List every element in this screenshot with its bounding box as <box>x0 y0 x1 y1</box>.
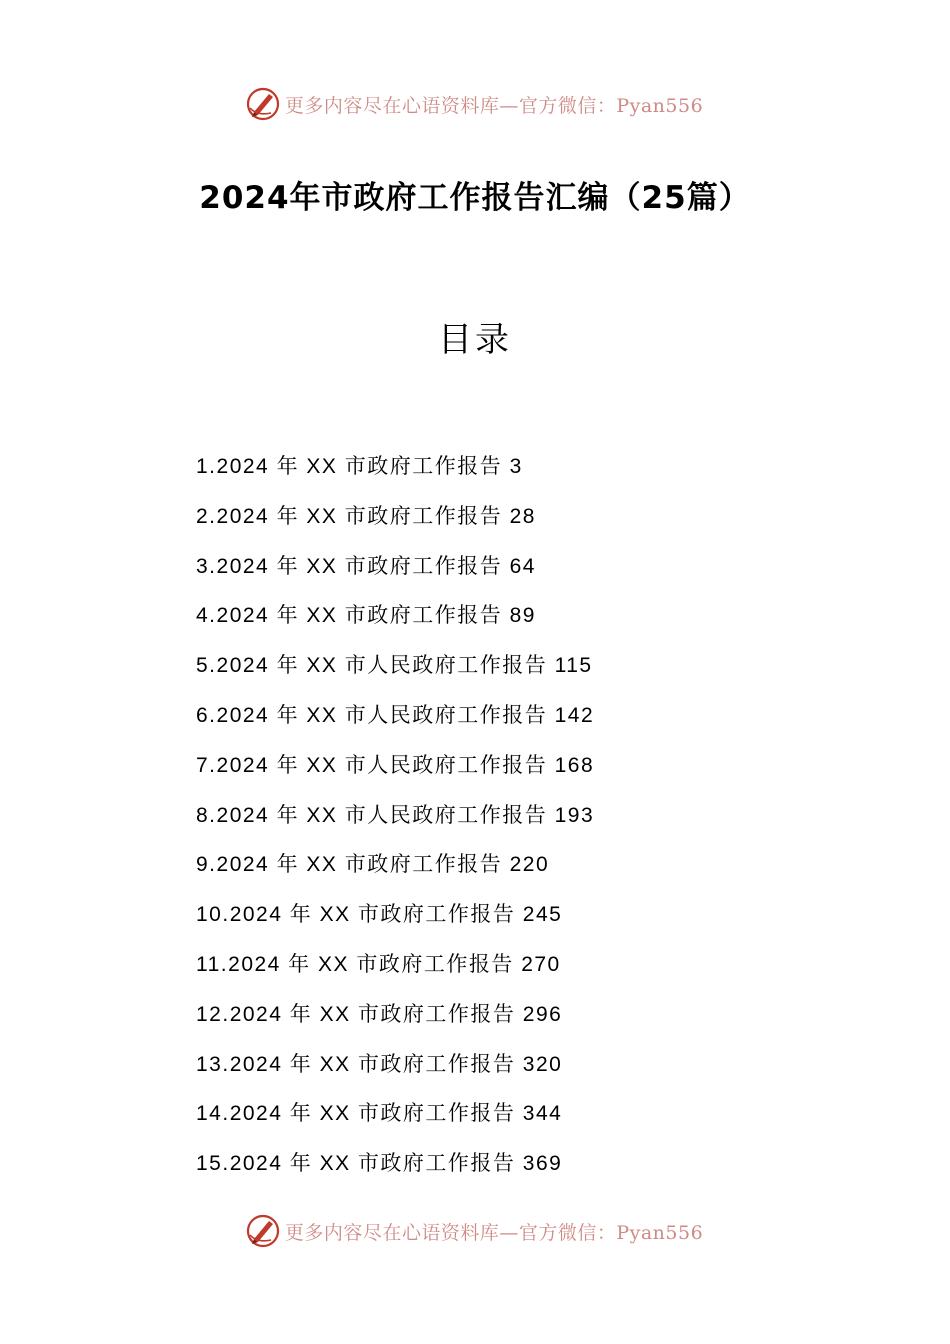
toc-item-14[interactable]: 14.2024 年 XX 市政府工作报告 344 <box>196 1102 563 1126</box>
toc-item-3[interactable]: 3.2024 年 XX 市政府工作报告 64 <box>196 554 536 578</box>
toc-item-11[interactable]: 11.2024 年 XX 市政府工作报告 270 <box>196 952 561 976</box>
toc-item-5[interactable]: 5.2024 年 XX 市人民政府工作报告 115 <box>196 654 593 678</box>
toc-item-13[interactable]: 13.2024 年 XX 市政府工作报告 320 <box>196 1052 563 1076</box>
watermark-content <box>245 86 703 122</box>
document-title: 2024年市政府工作报告汇编（25篇） <box>199 180 751 216</box>
toc-item-15[interactable]: 15.2024 年 XX 市政府工作报告 369 <box>196 1152 563 1176</box>
toc-item-6[interactable]: 6.2024 年 XX 市人民政府工作报告 142 <box>196 703 595 727</box>
toc-item-1[interactable]: 1.2024 年 XX 市政府工作报告 3 <box>196 455 523 478</box>
toc-item-12[interactable]: 12.2024 年 XX 市政府工作报告 296 <box>196 1002 563 1026</box>
toc-item-7[interactable]: 7.2024 年 XX 市人民政府工作报告 168 <box>196 753 595 777</box>
toc-item-2[interactable]: 2.2024 年 XX 市政府工作报告 28 <box>196 504 536 528</box>
toc-item-9[interactable]: 9.2024 年 XX 市政府工作报告 220 <box>196 853 550 877</box>
watermark-text: 更多内容尽在心语资料库—官方微信：Pyan556 <box>284 94 704 117</box>
toc-heading: 目录 <box>438 320 512 360</box>
pen-logo-icon <box>245 1213 281 1249</box>
watermark-content <box>245 1213 703 1249</box>
toc-list <box>196 442 594 1189</box>
watermark-footer <box>0 1211 950 1251</box>
pen-logo-icon <box>245 86 281 122</box>
toc-item-8[interactable]: 8.2024 年 XX 市人民政府工作报告 193 <box>196 803 595 827</box>
watermark-text: 更多内容尽在心语资料库—官方微信：Pyan556 <box>284 1221 704 1244</box>
toc-item-4[interactable]: 4.2024 年 XX 市政府工作报告 89 <box>196 604 536 628</box>
watermark-header <box>0 84 950 124</box>
toc-item-10[interactable]: 10.2024 年 XX 市政府工作报告 245 <box>196 903 563 927</box>
